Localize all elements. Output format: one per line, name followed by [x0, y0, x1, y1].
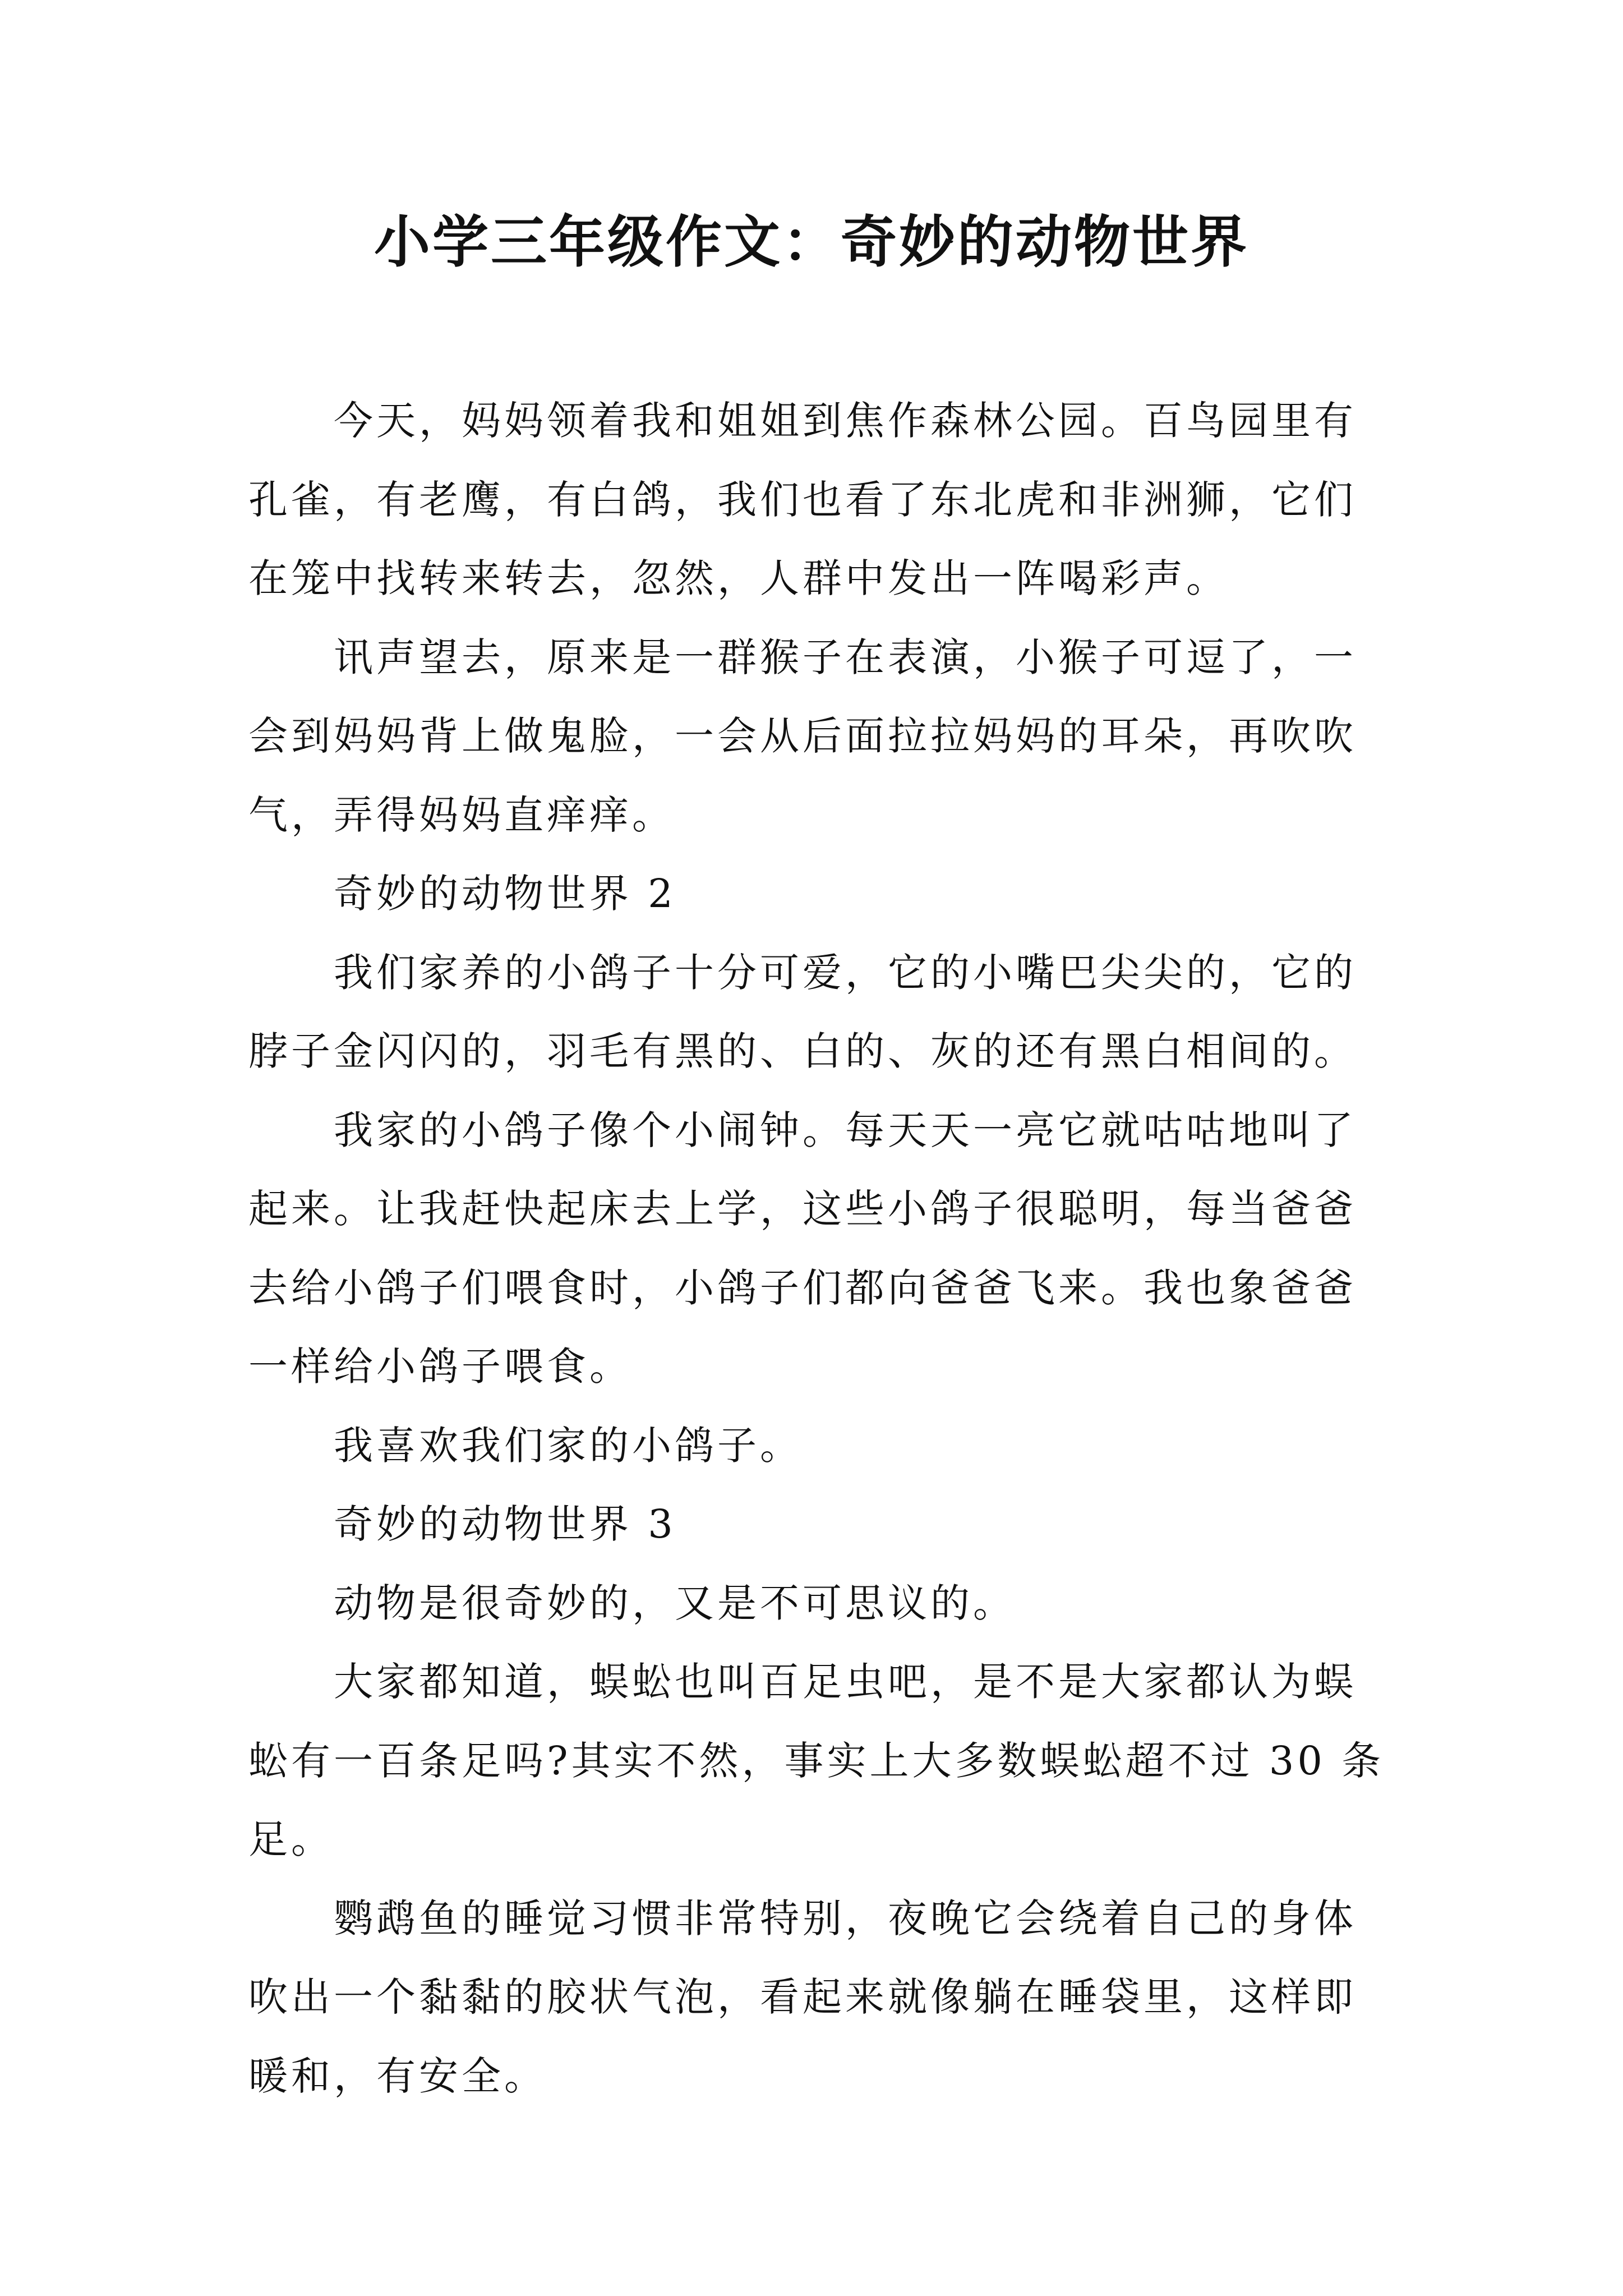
paragraph-line: 鹦鹉鱼的睡觉习惯非常特别，夜晚它会绕着自己的身体: [334, 1895, 1357, 1941]
paragraph-line: 会到妈妈背上做鬼脸，一会从后面拉拉妈妈的耳朵，再吹吹: [248, 713, 1357, 759]
paragraph-line: 我家的小鸽子像个小闹钟。每天天一亮它就咕咕地叫了: [334, 1107, 1357, 1153]
paragraph: [248, 1406, 1393, 1485]
paragraph-line: 暖和，有安全。: [248, 2053, 547, 2099]
paragraph-line: 起来。让我赶快起床去上学，这些小鸽子很聪明，每当爸爸: [248, 1186, 1357, 1232]
document-body: [248, 381, 1393, 2115]
paragraph-line: 气，弄得妈妈直痒痒。: [248, 792, 675, 838]
paragraph-line: 今天，妈妈领着我和姐姐到焦作森林公园。百鸟园里有: [334, 398, 1357, 444]
paragraph: [248, 854, 1393, 933]
paragraph: [248, 1879, 1393, 2116]
paragraph: [248, 1091, 1393, 1406]
page-title: 小学三年级作文：奇妙的动物世界: [374, 209, 1249, 275]
paragraph-line: 吹出一个黏黏的胶状气泡，看起来就像躺在睡袋里，这样即: [248, 1974, 1357, 2020]
paragraph-line: 我们家养的小鸽子十分可爱，它的小嘴巴尖尖的，它的: [334, 949, 1357, 996]
paragraph-line: 蚣有一百条足吗?其实不然，事实上大多数蜈蚣超不过 30 条: [248, 1737, 1385, 1784]
paragraph-line: 一样给小鸽子喂食。: [248, 1343, 632, 1389]
paragraph-line: 奇妙的动物世界 2: [334, 871, 676, 917]
paragraph: [248, 1485, 1393, 1564]
paragraph-line: 讯声望去，原来是一群猴子在表演，小猴子可逗了，一: [334, 634, 1357, 680]
paragraph: [248, 618, 1393, 855]
paragraph-line: 大家都知道，蜈蚣也叫百足虫吧，是不是大家都认为蜈: [334, 1659, 1357, 1705]
paragraph: [248, 1564, 1393, 1643]
paragraph-line: 足。: [248, 1816, 334, 1862]
paragraph-line: 我喜欢我们家的小鸽子。: [334, 1422, 803, 1469]
paragraph: [248, 933, 1393, 1091]
paragraph: [248, 381, 1393, 618]
paragraph-line: 去给小鸽子们喂食时，小鸽子们都向爸爸飞来。我也象爸爸: [248, 1264, 1357, 1311]
paragraph-line: 奇妙的动物世界 3: [334, 1501, 676, 1547]
paragraph-line: 脖子金闪闪的，羽毛有黑的、白的、灰的还有黑白相间的。: [248, 1028, 1357, 1074]
paragraph-line: 在笼中找转来转去，忽然，人群中发出一阵喝彩声。: [248, 555, 1229, 601]
paragraph-line: 动物是很奇妙的，又是不可思议的。: [334, 1580, 1016, 1626]
paragraph: [248, 1642, 1393, 1879]
paragraph-line: 孔雀，有老鹰，有白鸽，我们也看了东北虎和非洲狮，它们: [248, 476, 1357, 523]
